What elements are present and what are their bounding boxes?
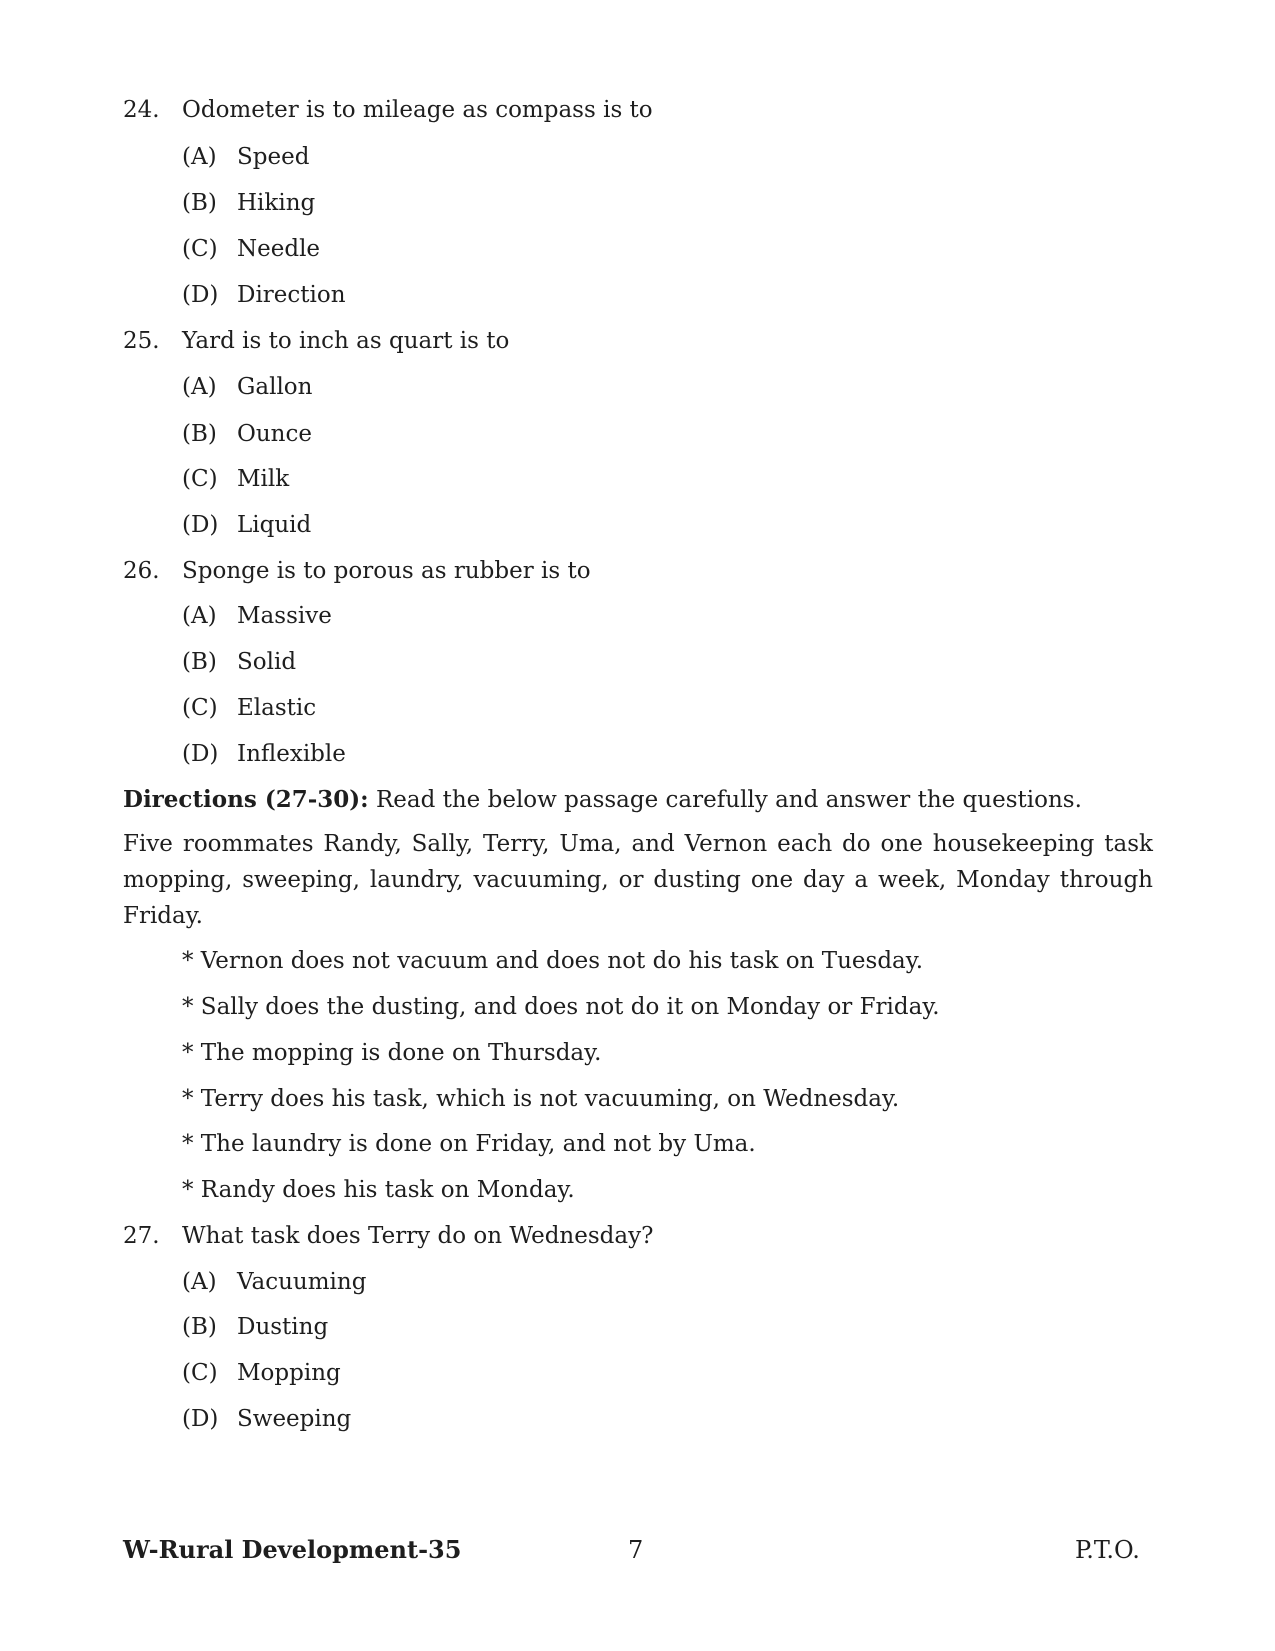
footer-paper-code: W-Rural Development-35 [123,1535,462,1564]
option-label: (A) [182,374,217,400]
question-number: 27. [123,1223,160,1249]
option-text: Hiking [237,190,316,216]
clue-item: * Terry does his task, which is not vacuuming, on Wednesday. [182,1086,900,1112]
option-label: (D) [182,741,219,767]
option-label: (A) [182,1269,217,1295]
option-text: Vacuuming [237,1269,367,1295]
option-text: Massive [237,603,332,629]
option-text: Gallon [237,374,313,400]
question-text: What task does Terry do on Wednesday? [182,1223,654,1249]
option-text: Sweeping [237,1406,352,1432]
option-text: Milk [237,466,290,492]
option-label: (D) [182,282,219,308]
option-text: Speed [237,144,310,170]
option-text: Elastic [237,695,317,721]
passage: Five roommates Randy, Sally, Terry, Uma, and Vernon each do one housekeeping task mopping, sweeping, laundry, vacuuming, or dusting one day a week, Monday through Friday. [123,831,1153,929]
option-label: (D) [182,1406,219,1432]
footer-page-number: 7 [628,1536,644,1564]
clue-item: * The laundry is done on Friday, and not by Uma. [182,1131,756,1157]
question-text: Sponge is to porous as rubber is to [182,558,591,584]
option-text: Mopping [237,1360,341,1386]
clue-item: * Vernon does not vacuum and does not do his task on Tuesday. [182,948,924,974]
option-label: (D) [182,512,219,538]
question-number: 26. [123,558,160,584]
option-text: Needle [237,236,321,262]
directions-heading: Directions (27-30): [123,786,369,813]
directions [123,786,1153,814]
clue-item: * Sally does the dusting, and does not do it on Monday or Friday. [182,994,940,1020]
option-label: (C) [182,236,218,262]
option-label: (A) [182,603,217,629]
option-text: Ounce [237,421,312,447]
option-text: Direction [237,282,346,308]
option-label: (B) [182,190,217,216]
option-text: Inflexible [237,741,346,767]
question-text: Yard is to inch as quart is to [182,328,510,354]
directions-text: Read the below passage carefully and answer the questions. [368,787,1082,813]
option-label: (C) [182,1360,218,1386]
clue-item: * The mopping is done on Thursday. [182,1040,602,1066]
option-label: (B) [182,649,217,675]
option-label: (B) [182,421,217,447]
question-number: 25. [123,328,160,354]
option-label: (B) [182,1314,217,1340]
option-text: Solid [237,649,297,675]
option-label: (A) [182,144,217,170]
question-number: 24. [123,97,160,123]
clue-item: * Randy does his task on Monday. [182,1177,575,1203]
option-text: Dusting [237,1314,329,1340]
option-label: (C) [182,695,218,721]
option-text: Liquid [237,512,312,538]
footer-pto: P.T.O. [1075,1536,1140,1564]
question-text: Odometer is to mileage as compass is to [182,97,653,123]
option-label: (C) [182,466,218,492]
